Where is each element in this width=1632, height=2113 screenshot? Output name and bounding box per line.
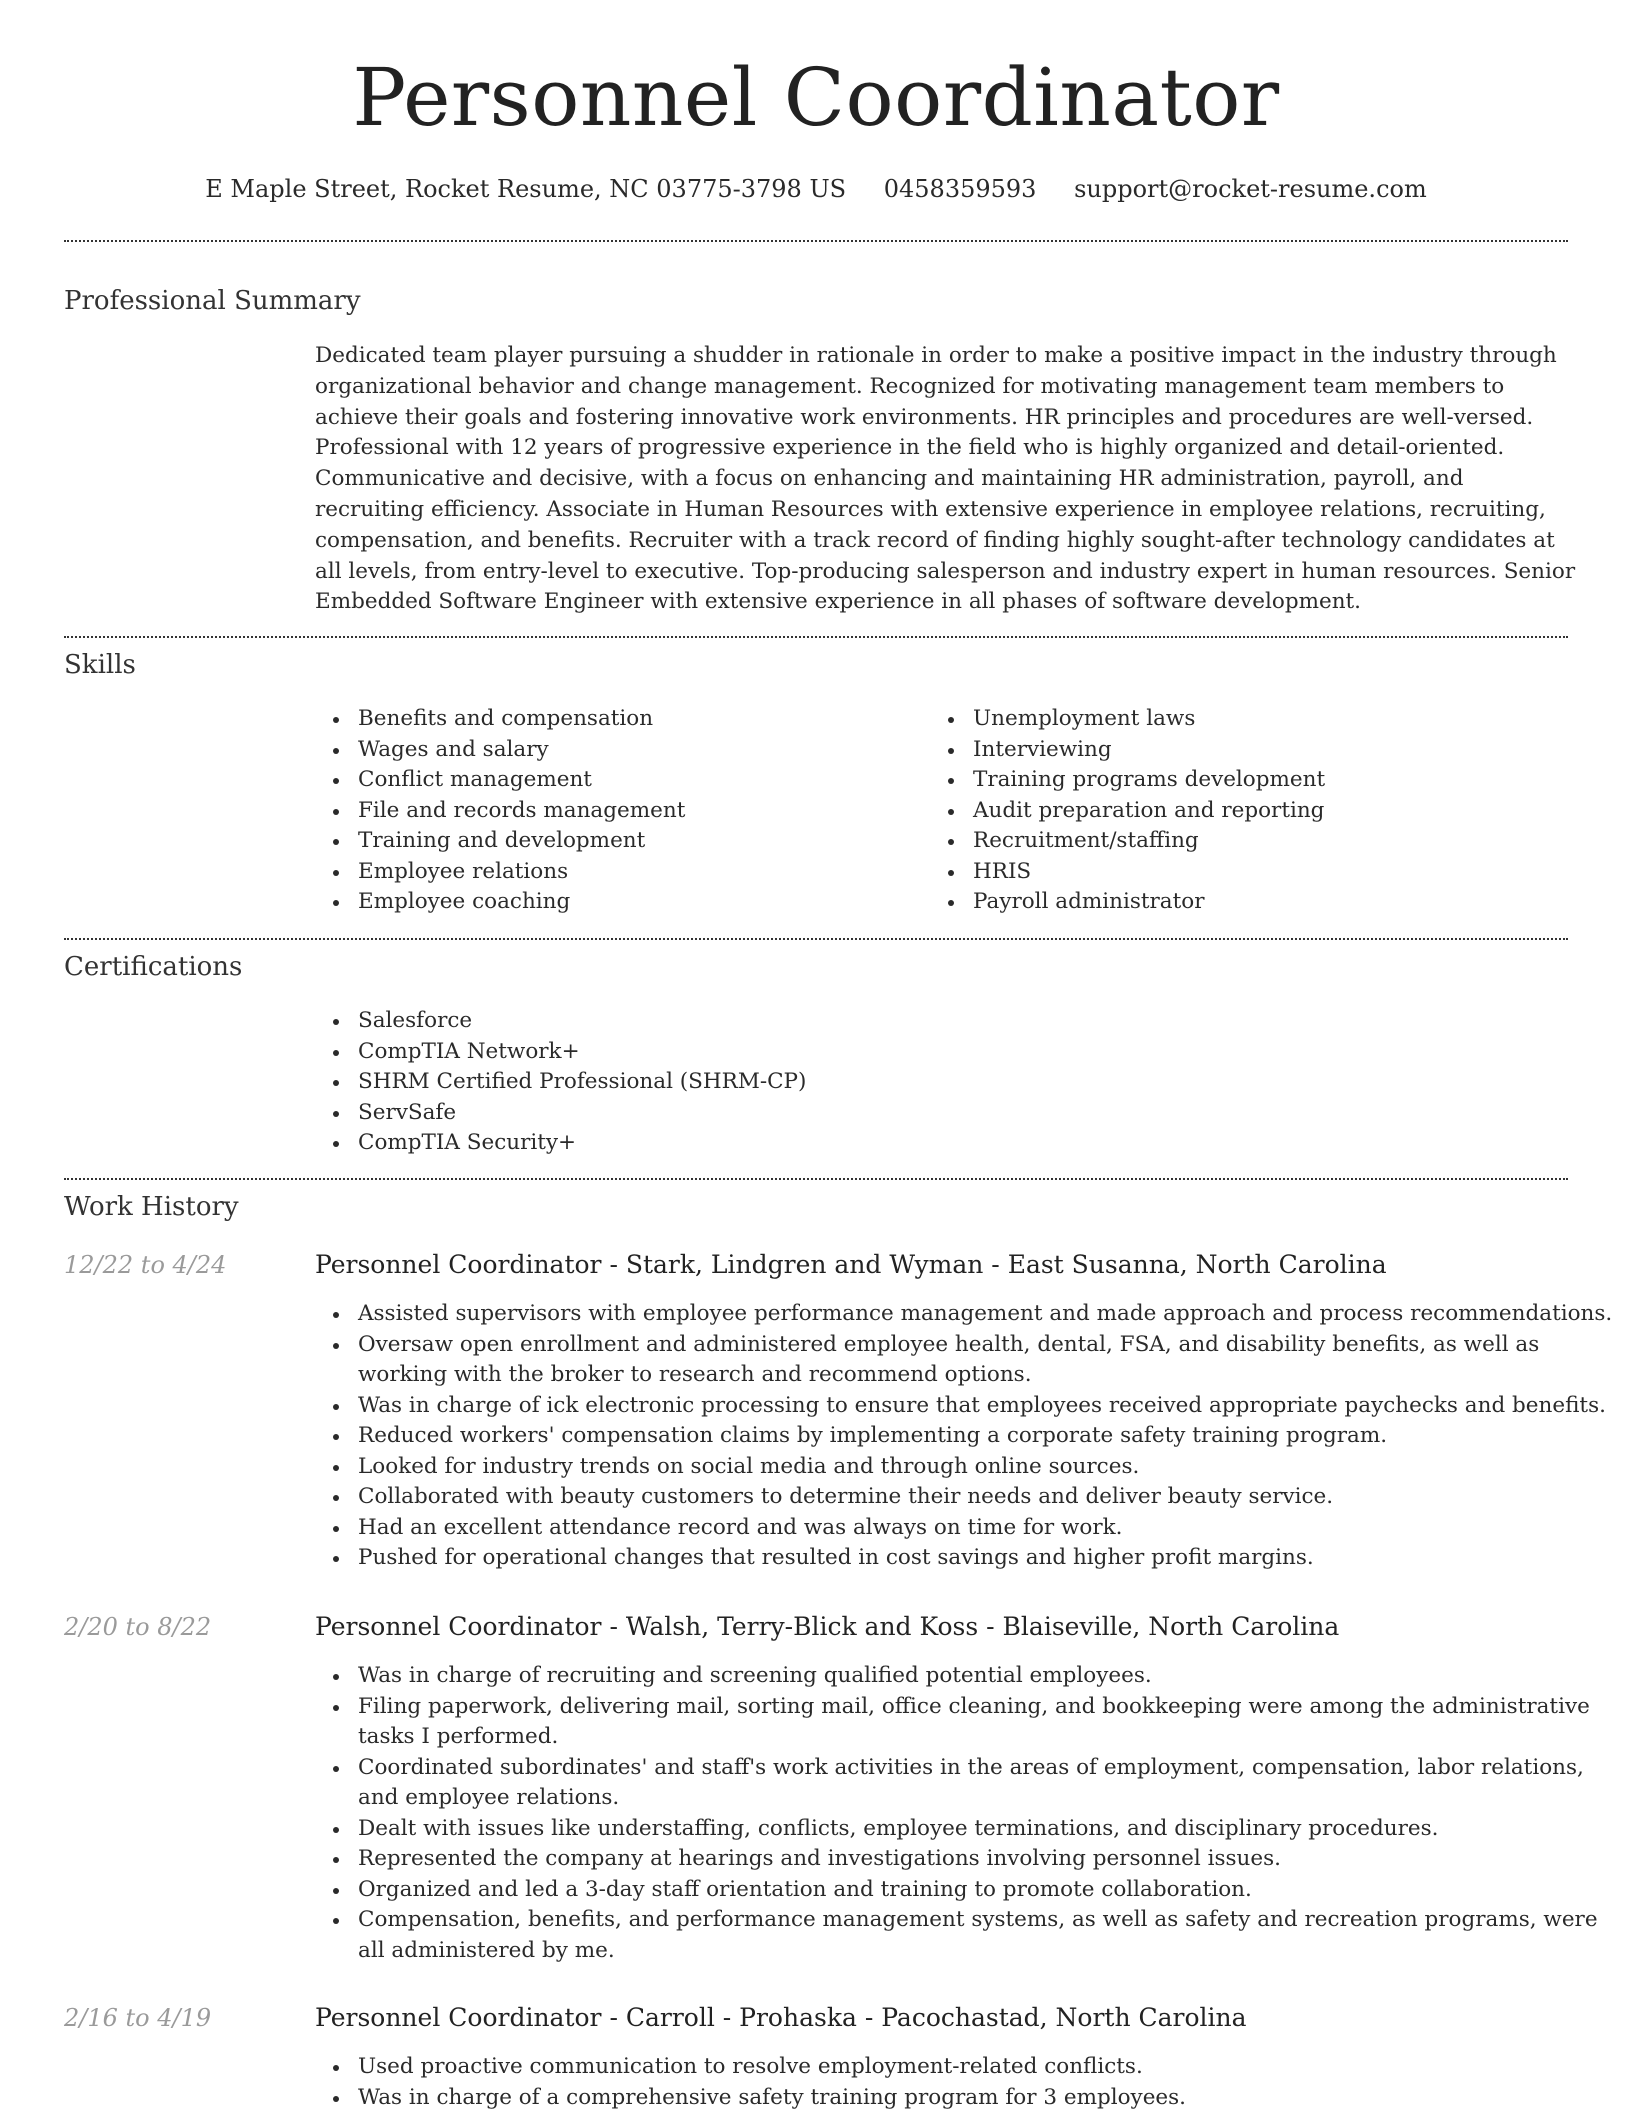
skills-list-right bbox=[930, 704, 1573, 918]
job-bullet: Had an excellent attendance record and was always on time for work. bbox=[358, 1513, 1620, 1544]
job-bullet: Compensation, benefits, and performance management systems, as well as safety and recreation programs, were all administered by me. bbox=[358, 1905, 1620, 1966]
contact-phone: 0458359593 bbox=[884, 172, 1037, 206]
job-bullets bbox=[315, 1661, 1620, 1966]
job-title: Personnel Coordinator - Carroll - Prohaska - Pacochastad, North Carolina bbox=[315, 2001, 1247, 2035]
skill-item: Audit preparation and reporting bbox=[973, 796, 1573, 827]
header-divider bbox=[64, 240, 1568, 242]
certification-item: ServSafe bbox=[358, 1098, 1558, 1129]
skill-item: HRIS bbox=[973, 857, 1573, 888]
skill-item: Employee relations bbox=[358, 857, 918, 888]
skills-heading: Skills bbox=[64, 648, 136, 682]
skill-item: File and records management bbox=[358, 796, 918, 827]
skill-item: Wages and salary bbox=[358, 735, 918, 766]
job-bullet: Represented the company at hearings and investigations involving personnel issues. bbox=[358, 1844, 1620, 1875]
section-divider bbox=[64, 1178, 1568, 1180]
skill-item: Training and development bbox=[358, 826, 918, 857]
job-bullet: Reduced workers' compensation claims by implementing a corporate safety training program. bbox=[358, 1421, 1620, 1452]
certifications-heading: Certifications bbox=[64, 950, 242, 984]
section-divider bbox=[64, 938, 1568, 940]
certification-item: Salesforce bbox=[358, 1006, 1558, 1037]
job-bullet: Collaborated with beauty customers to determine their needs and deliver beauty service. bbox=[358, 1482, 1620, 1513]
resume-name: Personnel Coordinator bbox=[0, 48, 1632, 148]
skill-item: Unemployment laws bbox=[973, 704, 1573, 735]
job-title: Personnel Coordinator - Stark, Lindgren and Wyman - East Susanna, North Carolina bbox=[315, 1248, 1387, 1282]
job-dates: 2/20 to 8/22 bbox=[64, 1610, 211, 1644]
job-bullet: Dealt with issues like understaffing, conflicts, employee terminations, and disciplinary procedures. bbox=[358, 1814, 1620, 1845]
job-bullet: Looked for industry trends on social media and through online sources. bbox=[358, 1452, 1620, 1483]
job-bullet: Filing paperwork, delivering mail, sorting mail, office cleaning, and bookkeeping were among the administrative tasks I performed. bbox=[358, 1692, 1620, 1753]
skill-item: Conflict management bbox=[358, 765, 918, 796]
skill-item: Payroll administrator bbox=[973, 887, 1573, 918]
job-bullet: Was in charge of a comprehensive safety training program for 3 employees. bbox=[358, 2083, 1620, 2113]
skill-item: Interviewing bbox=[973, 735, 1573, 766]
job-dates: 2/16 to 4/19 bbox=[64, 2001, 211, 2035]
job-bullets bbox=[315, 1299, 1620, 1574]
job-title: Personnel Coordinator - Walsh, Terry-Blick and Koss - Blaiseville, North Carolina bbox=[315, 1610, 1339, 1644]
work-history-heading: Work History bbox=[64, 1190, 239, 1224]
certification-item: CompTIA Network+ bbox=[358, 1037, 1558, 1068]
job-bullet: Pushed for operational changes that resulted in cost savings and higher profit margins. bbox=[358, 1543, 1620, 1574]
skill-item: Benefits and compensation bbox=[358, 704, 918, 735]
contact-email: support@rocket-resume.com bbox=[1074, 172, 1427, 206]
summary-text: Dedicated team player pursuing a shudder in rationale in order to make a positive impact in the industry through organizational behavior and change management. Recognized for motivating management team members to achieve their goals and fostering innovative work environments. HR principles and procedures are well-versed. Professional with 12 years of progressive experience in the field who is highly organized and detail-oriented. Communicative and decisive, with a focus on enhancing and maintaining HR administration, payroll, and recruiting efficiency. Associate in Human Resources with extensive experience in employee relations, recruiting, compensation, and benefits. Recruiter with a track record of finding highly sought-after technology candidates at all levels, from entry-level to executive. Top-producing salesperson and industry expert in human resources. Senior Embedded Software Engineer with extensive experience in all phases of software development. bbox=[315, 341, 1577, 618]
section-divider bbox=[64, 636, 1568, 638]
job-dates: 12/22 to 4/24 bbox=[64, 1248, 226, 1282]
job-bullet: Organized and led a 3-day staff orientation and training to promote collaboration. bbox=[358, 1875, 1620, 1906]
skill-item: Employee coaching bbox=[358, 887, 918, 918]
skill-item: Recruitment/staffing bbox=[973, 826, 1573, 857]
job-bullet: Used proactive communication to resolve employment-related conflicts. bbox=[358, 2052, 1620, 2083]
skills-list-left bbox=[315, 704, 918, 918]
skill-item: Training programs development bbox=[973, 765, 1573, 796]
certifications-list bbox=[315, 1006, 1558, 1159]
job-bullet: Was in charge of recruiting and screening qualified potential employees. bbox=[358, 1661, 1620, 1692]
job-bullet: Coordinated subordinates' and staff's work activities in the areas of employment, compensation, labor relations, and employee relations. bbox=[358, 1753, 1620, 1814]
certification-item: CompTIA Security+ bbox=[358, 1128, 1558, 1159]
job-bullet: Assisted supervisors with employee performance management and made approach and process recommendations. bbox=[358, 1299, 1620, 1330]
job-bullet: Oversaw open enrollment and administered employee health, dental, FSA, and disability benefits, as well as working with the broker to research and recommend options. bbox=[358, 1330, 1620, 1391]
contact-address: E Maple Street, Rocket Resume, NC 03775-3798 US bbox=[205, 172, 846, 206]
certification-item: SHRM Certified Professional (SHRM-CP) bbox=[358, 1067, 1558, 1098]
job-bullet: Was in charge of ick electronic processing to ensure that employees received appropriate paychecks and benefits. bbox=[358, 1391, 1620, 1422]
summary-heading: Professional Summary bbox=[64, 284, 361, 318]
job-bullets bbox=[315, 2052, 1620, 2113]
contact-line bbox=[0, 172, 1632, 206]
